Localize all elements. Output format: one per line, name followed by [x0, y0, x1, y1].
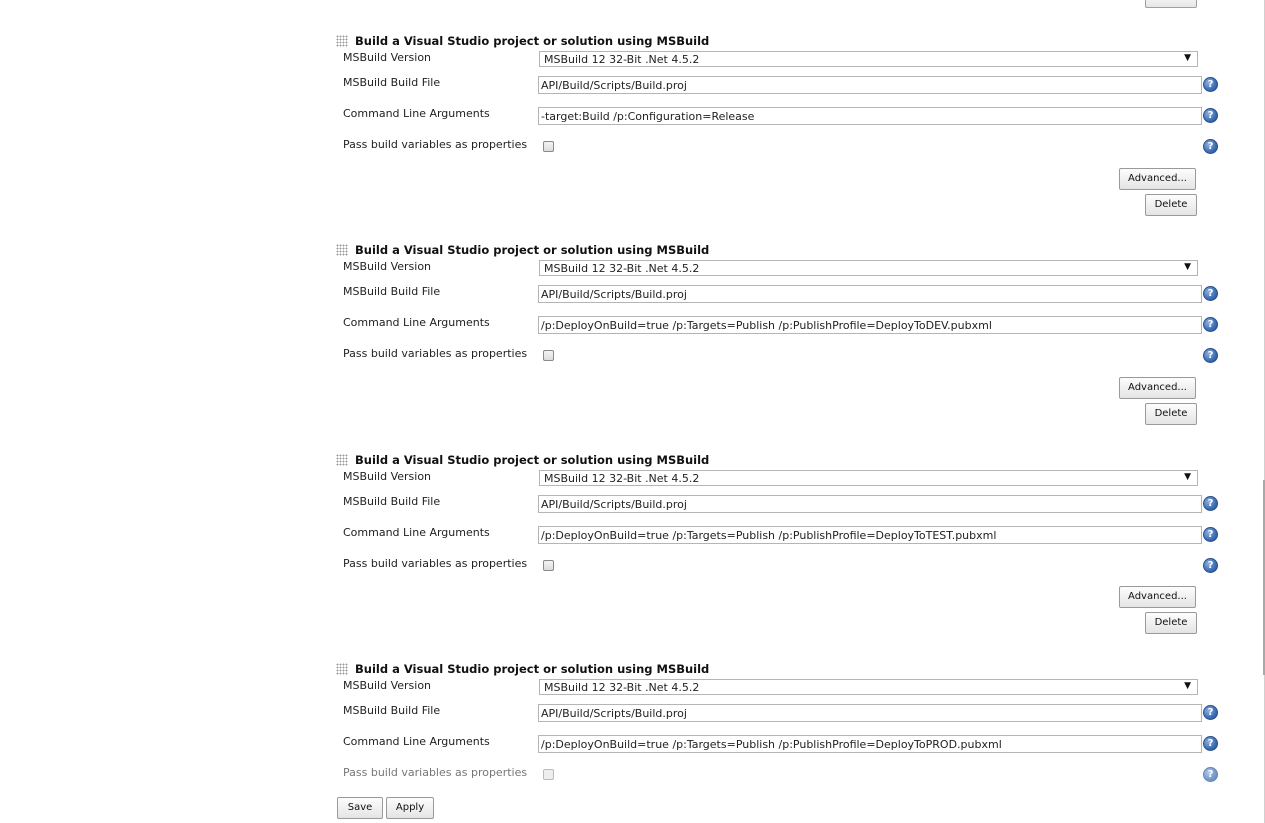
command-line-arguments-value: /p:DeployOnBuild=true /p:Targets=Publish /p:PublishProfile=DeployToDEV.pubxml [541, 319, 992, 332]
delete-button[interactable]: Delete [1145, 612, 1197, 634]
pass-build-variables-label: Pass build variables as properties [343, 766, 528, 779]
command-line-arguments-value: /p:DeployOnBuild=true /p:Targets=Publish /p:PublishProfile=DeployToTEST.pubxml [541, 529, 997, 542]
help-icon[interactable]: ? [1203, 348, 1218, 363]
msbuild-build-file-label: MSBuild Build File [343, 76, 441, 89]
msbuild-version-label: MSBuild Version [343, 260, 432, 273]
command-line-arguments-label: Command Line Arguments [343, 316, 490, 329]
command-line-arguments-value: /p:DeployOnBuild=true /p:Targets=Publish /p:PublishProfile=DeployToPROD.pubxml [541, 738, 1002, 751]
msbuild-build-file-input[interactable] [538, 704, 1202, 722]
command-line-arguments-label: Command Line Arguments [343, 526, 490, 539]
command-line-arguments-input[interactable] [538, 526, 1202, 544]
drag-handle-icon[interactable] [336, 35, 348, 47]
msbuild-step-3 [0, 454, 1265, 654]
command-line-arguments-input[interactable] [538, 735, 1202, 753]
msbuild-step-1 [0, 35, 1265, 235]
help-icon[interactable]: ? [1203, 527, 1218, 542]
command-line-arguments-input[interactable] [538, 316, 1202, 334]
msbuild-build-file-label: MSBuild Build File [343, 495, 441, 508]
pass-build-variables-label: Pass build variables as properties [343, 347, 528, 360]
step-title: Build a Visual Studio project or solution using MSBuild [355, 243, 710, 257]
command-line-arguments-label: Command Line Arguments [343, 735, 490, 748]
drag-handle-icon[interactable] [336, 454, 348, 466]
msbuild-build-file-label: MSBuild Build File [343, 285, 441, 298]
msbuild-version-select[interactable] [539, 260, 1198, 276]
command-line-arguments-input[interactable] [538, 107, 1202, 125]
step-title: Build a Visual Studio project or solution using MSBuild [355, 453, 710, 467]
msbuild-build-file-input[interactable] [538, 76, 1202, 94]
help-icon[interactable]: ? [1203, 736, 1218, 751]
step-title: Build a Visual Studio project or solution using MSBuild [355, 34, 710, 48]
command-line-arguments-label: Command Line Arguments [343, 107, 490, 120]
msbuild-step-2 [0, 244, 1265, 444]
pass-build-variables-checkbox[interactable] [543, 560, 554, 571]
drag-handle-icon[interactable] [336, 244, 348, 256]
help-icon[interactable]: ? [1203, 286, 1218, 301]
msbuild-version-select[interactable] [539, 470, 1198, 486]
msbuild-version-value: MSBuild 12 32-Bit .Net 4.5.2 [544, 681, 700, 694]
help-icon[interactable]: ? [1203, 108, 1218, 123]
help-icon[interactable]: ? [1203, 77, 1218, 92]
pass-build-variables-label: Pass build variables as properties [343, 557, 528, 570]
step-title: Build a Visual Studio project or solution using MSBuild [355, 662, 710, 676]
advanced-button[interactable]: Advanced... [1119, 586, 1196, 608]
chevron-down-icon: ▼ [1184, 472, 1191, 482]
help-icon[interactable]: ? [1203, 139, 1218, 154]
pass-build-variables-checkbox[interactable] [543, 769, 554, 780]
help-icon[interactable]: ? [1203, 705, 1218, 720]
advanced-button[interactable]: Advanced... [1119, 377, 1196, 399]
chevron-down-icon: ▼ [1184, 262, 1191, 272]
delete-button[interactable]: Delete [1145, 403, 1197, 425]
msbuild-version-value: MSBuild 12 32-Bit .Net 4.5.2 [544, 262, 700, 275]
msbuild-build-file-value: API/Build/Scripts/Build.proj [541, 79, 687, 92]
msbuild-build-file-label: MSBuild Build File [343, 704, 441, 717]
msbuild-version-value: MSBuild 12 32-Bit .Net 4.5.2 [544, 53, 700, 66]
help-icon[interactable]: ? [1203, 767, 1218, 782]
msbuild-step-4 [0, 663, 1265, 823]
drag-handle-icon[interactable] [336, 663, 348, 675]
msbuild-version-label: MSBuild Version [343, 470, 432, 483]
advanced-button[interactable]: Advanced... [1119, 168, 1196, 190]
msbuild-build-file-input[interactable] [538, 285, 1202, 303]
pass-build-variables-checkbox[interactable] [543, 350, 554, 361]
msbuild-version-value: MSBuild 12 32-Bit .Net 4.5.2 [544, 472, 700, 485]
msbuild-version-select[interactable] [539, 51, 1198, 67]
help-icon[interactable]: ? [1203, 558, 1218, 573]
previous-section-button[interactable] [1145, 0, 1197, 8]
msbuild-build-file-value: API/Build/Scripts/Build.proj [541, 288, 687, 301]
pass-build-variables-label: Pass build variables as properties [343, 138, 528, 151]
msbuild-build-file-input[interactable] [538, 495, 1202, 513]
chevron-down-icon: ▼ [1184, 53, 1191, 63]
msbuild-version-label: MSBuild Version [343, 679, 432, 692]
msbuild-build-file-value: API/Build/Scripts/Build.proj [541, 498, 687, 511]
msbuild-build-file-value: API/Build/Scripts/Build.proj [541, 707, 687, 720]
save-button[interactable]: Save [337, 797, 383, 819]
delete-button[interactable]: Delete [1145, 194, 1197, 216]
apply-button[interactable]: Apply [386, 797, 434, 819]
command-line-arguments-value: -target:Build /p:Configuration=Release [541, 110, 755, 123]
pass-build-variables-checkbox[interactable] [543, 141, 554, 152]
chevron-down-icon: ▼ [1184, 681, 1191, 691]
help-icon[interactable]: ? [1203, 317, 1218, 332]
msbuild-version-select[interactable] [539, 679, 1198, 695]
help-icon[interactable]: ? [1203, 496, 1218, 511]
msbuild-version-label: MSBuild Version [343, 51, 432, 64]
